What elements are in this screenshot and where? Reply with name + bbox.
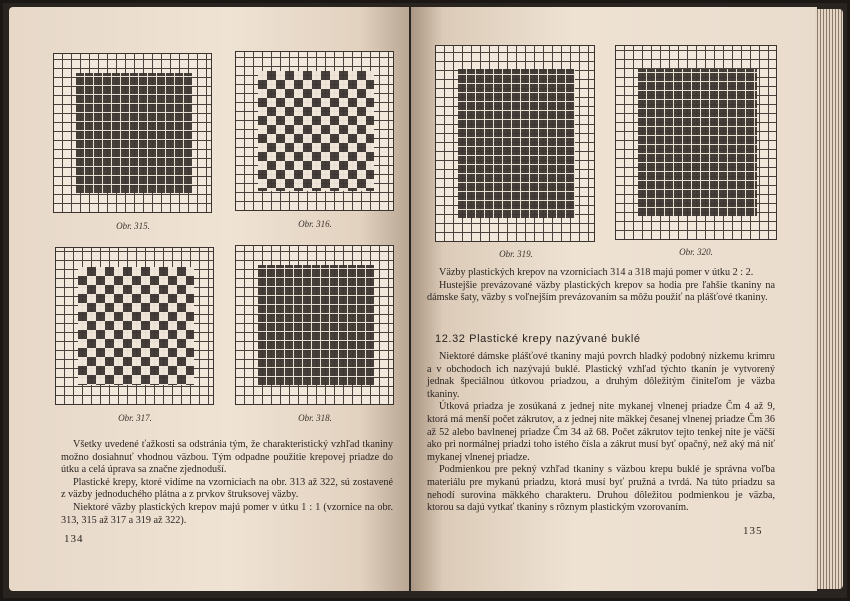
paragraph: Plastické krepy, ktoré vidíme na vzorniciach na obr. 313 až 322, sú zostavené z väzby jednoduchého plátna a z prvkov štruksovej väzby.	[61, 476, 393, 501]
open-book	[3, 3, 847, 598]
figure-caption: Obr. 320.	[679, 247, 713, 257]
right-body-text-top	[427, 267, 775, 305]
figure-317	[55, 247, 215, 437]
section-heading: 12.32 Plastické krepy nazývané buklé	[435, 333, 641, 345]
figure-caption: Obr. 318.	[298, 413, 332, 423]
weave-pattern-315	[53, 53, 212, 213]
paragraph: Niektoré väzby plastických krepov majú pomer v útku 1 : 1 (vzornice na obr. 313, 315 až 317 a 319 až 322).	[61, 501, 393, 526]
figure-319	[435, 45, 597, 265]
figure-caption: Obr. 317.	[118, 413, 152, 423]
left-body-text	[61, 439, 393, 527]
paragraph: Útková priadza je zosúkaná z jednej nite mykanej vlnenej priadze Čm 4 až 9, ktorá má menší počet zákrutov, a z jednej nite mäkkej česanej vlnenej priadze Čm 36 až 52 alebo bavlnenej priadze Čm 34 až 68. Počet zákrutov tejto tenkej nite je väčší ako pri normálnej priadzi toho istého čísla a zákrut musí byť opačný, než aký má niť mykanej vlnenej priadze.	[427, 401, 775, 463]
figure-315	[53, 53, 213, 243]
weave-pattern-319	[435, 45, 595, 242]
right-body-text-bottom	[427, 351, 775, 515]
weave-pattern-318	[235, 245, 394, 405]
paragraph: Väzby plastických krepov na vzorniciach 314 a 318 majú pomer v útku 2 : 2.	[439, 267, 754, 278]
figure-316	[235, 51, 395, 241]
left-page	[9, 7, 409, 591]
paragraph: Všetky uvedené ťažkosti sa odstránia tým, že charakteristický vzhľad tkaniny možno dosiahnuť vhodnou väzbou. Tým odpadne použitie krepovej priadze do útku a celá úprava sa značne zjednoduší.	[61, 439, 393, 476]
weave-pattern-316	[235, 51, 394, 211]
weave-pattern-320	[615, 45, 777, 240]
figure-320	[615, 45, 777, 265]
figure-caption: Obr. 315.	[116, 221, 150, 231]
right-page	[411, 7, 817, 591]
paragraph: Niektoré dámske plášťové tkaniny majú povrch hladký podobný nízkemu krimru a v obchodoch ich nazývajú buklé. Plastický vzhľad týchto tkanín je vytvorený jednak špeciálnou útkovou priadzou, a druhým dôležitým činiteľom je väzba tkaniny.	[427, 351, 775, 400]
page-edges	[815, 9, 843, 589]
figure-318	[235, 245, 395, 435]
weave-pattern-317	[55, 247, 214, 405]
paragraph: Hustejšie prevázované väzby plastických krepov sa hodia pre ľahšie tkaniny na dámske šaty, väzby s voľnejším prevázovaním sa môžu použiť na plášťové tkaniny.	[427, 279, 775, 304]
page-number-right: 135	[743, 525, 763, 537]
paragraph: Podmienkou pre pekný vzhľad tkaniny s väzbou krepu buklé je správna voľba materiálu pre mykanú priadzu, ktorá musí byť pružná a tvrdá. Na túto priadzu sa nehodí surovina mäkkého charakteru. Druhou dôležitou podmienkou je väzba, ktorou sa dajú vytkať tkaniny s rôznym plastickým vzorovaním.	[427, 464, 775, 514]
page-number-left: 134	[64, 533, 84, 545]
figure-caption: Obr. 319.	[499, 249, 533, 259]
figure-caption: Obr. 316.	[298, 219, 332, 229]
